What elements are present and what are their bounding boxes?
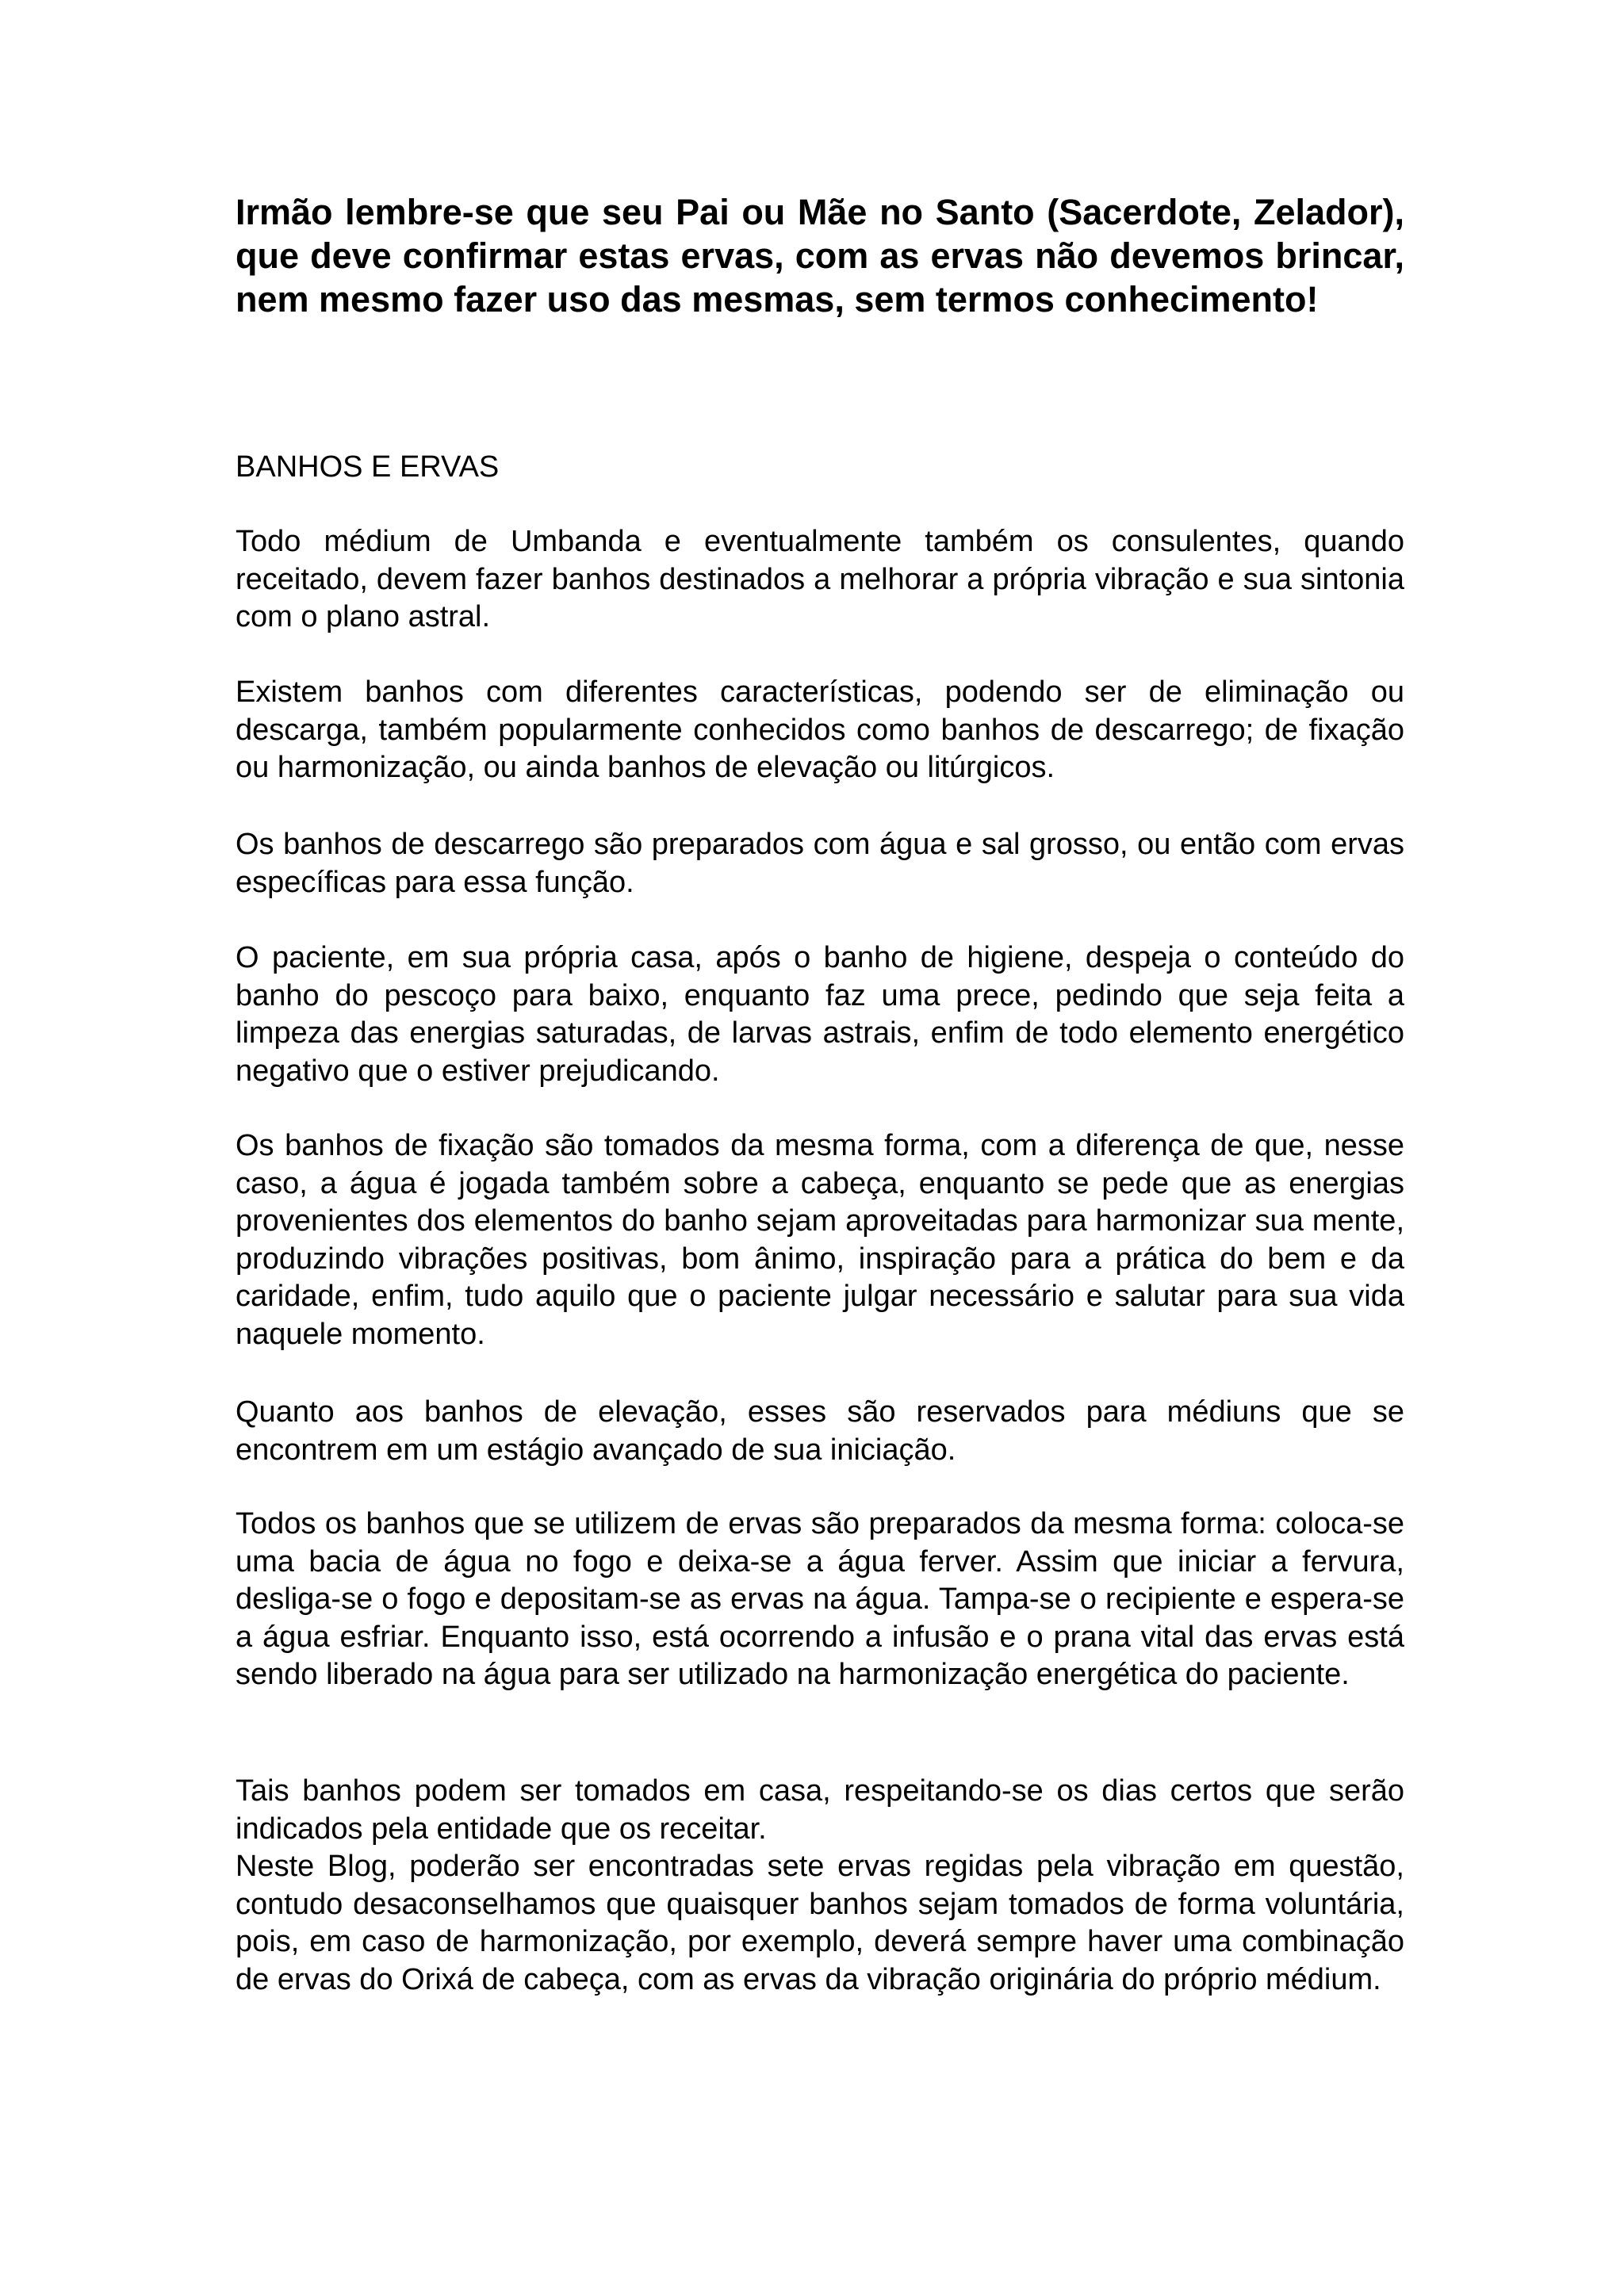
section-heading: BANHOS E ERVAS — [236, 450, 500, 484]
paragraph: Todos os banhos que se utilizem de ervas são preparados da mesma forma: coloca-se uma bacia de água no fogo e deixa-se a água ferver. Assim que iniciar a fervura, desliga-se o fogo e depositam-se as ervas na água. Tampa-se o recipiente e espera-se a água esfriar. Enquanto isso, está ocorrendo a infusão e o prana vital das ervas está sendo liberado na água para ser utilizado na harmonização energética do paciente. — [236, 1507, 1404, 1691]
paragraph: Neste Blog, poderão ser encontradas sete ervas regidas pela vibração em questão, contudo desaconselhamos que quaisquer banhos sejam tomados de forma voluntária, pois, em caso de harmonização, por exemplo, deverá sempre haver uma combinação de ervas do Orixá de cabeça, com as ervas da vibração originária do próprio médium. — [236, 1850, 1404, 1996]
warning-notice: Irmão lembre-se que seu Pai ou Mãe no Santo (Sacerdote, Zelador), que deve confirmar estas ervas, com as ervas não devemos brincar, nem mesmo fazer uso das mesmas, sem termos conhecimento! — [236, 192, 1404, 320]
paragraph: Existem banhos com diferentes características, podendo ser de eliminação ou descarga, também popularmente conhecidos como banhos de descarrego; de fixação ou harmonização, ou ainda banhos de elevação ou litúrgicos. — [236, 675, 1404, 784]
paragraph: Quanto aos banhos de elevação, esses são reservados para médiuns que se encontrem em um estágio avançado de sua iniciação. — [236, 1395, 1404, 1467]
paragraph: Tais banhos podem ser tomados em casa, respeitando-se os dias certos que serão indicados pela entidade que os receitar. — [236, 1774, 1404, 1846]
paragraph: Os banhos de descarrego são preparados com água e sal grosso, ou então com ervas específicas para essa função. — [236, 828, 1404, 899]
paragraph: O paciente, em sua própria casa, após o banho de higiene, despeja o conteúdo do banho do pescoço para baixo, enquanto faz uma prece, pedindo que seja feita a limpeza das energias saturadas, de larvas astrais, enfim de todo elemento energético negativo que o estiver prejudicando. — [236, 941, 1404, 1088]
paragraph: Os banhos de fixação são tomados da mesma forma, com a diferença de que, nesse caso, a água é jogada também sobre a cabeça, enquanto se pede que as energias provenientes dos elementos do banho sejam aproveitadas para harmonizar sua mente, produzindo vibrações positivas, bom ânimo, inspiração para a prática do bem e da caridade, enfim, tudo aquilo que o paciente julgar necessário e salutar para sua vida naquele momento. — [236, 1129, 1404, 1351]
paragraph: Todo médium de Umbanda e eventualmente também os consulentes, quando receitado, devem fazer banhos destinados a melhorar a própria vibração e sua sintonia com o plano astral. — [236, 525, 1404, 633]
